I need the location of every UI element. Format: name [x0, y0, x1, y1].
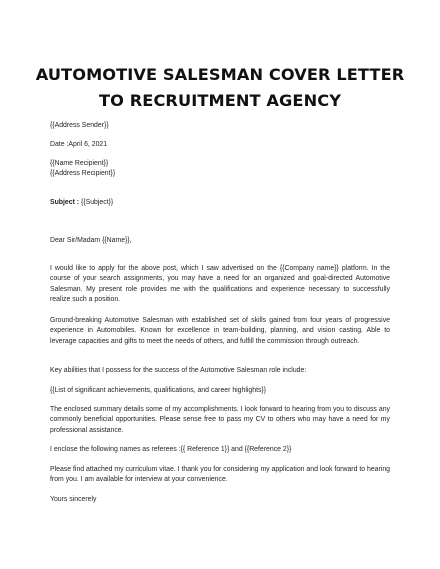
subject-label: Subject : [50, 199, 80, 206]
paragraph-achievements: {{List of significant achievements, qualifications, and career highlights}} [50, 387, 267, 394]
date-label: Date : [50, 141, 69, 148]
subject-value: {{Subject}} [79, 199, 114, 206]
address-sender: {{Address Sender}} [50, 122, 109, 129]
date-line [50, 140, 107, 150]
paragraph-summary: The enclosed summary details some of my accomplishments. I look forward to hearing from you to discuss any commonly beneficial opportunities. Please sense free to pass my CV to others who may have a need for my professional assistance. [50, 406, 390, 434]
address-recipient: {{Address Recipient}} [50, 170, 116, 177]
document-title [20, 62, 420, 114]
paragraph-intro: I would like to apply for the above post, which I saw advertised on the {{Company name}} platform. In the course of your search assignments, you may have a need for an organized and goal-directed Automotive Salesman. My present role provides me with the qualifications and experience necessary to successfully realize such a position. [50, 265, 390, 304]
closing-signoff: Yours sincerely [50, 496, 97, 503]
title-line-1: AUTOMOTIVE SALESMAN COVER LETTER [35, 65, 405, 84]
name-recipient: {{Name Recipient}} [50, 160, 109, 167]
title-line-2: TO RECRUITMENT AGENCY [98, 91, 342, 110]
paragraph-closing: Please find attached my curriculum vitae. I thank you for considering my application and look forward to hearing from you. I am available for interview at your convenience. [50, 466, 390, 484]
paragraph-referees: I enclose the following names as referees :{{ Reference 1}} and {{Reference 2}} [50, 446, 292, 453]
subject-line [50, 198, 113, 208]
date-value: April 6, 2021 [68, 141, 108, 148]
paragraph-abilities: Key abilities that I possess for the success of the Automotive Salesman role include: [50, 367, 307, 374]
paragraph-experience: Ground-breaking Automotive Salesman with established set of skills gained from four years of progressive experience in Automobiles. Known for excellence in team-building, planning, and vision casting. Able to leverage capacities and gifts to meet the needs of others, and fulfill the commission through outreach. [50, 317, 390, 345]
salutation: Dear Sir/Madam {{Name}}, [50, 237, 132, 244]
